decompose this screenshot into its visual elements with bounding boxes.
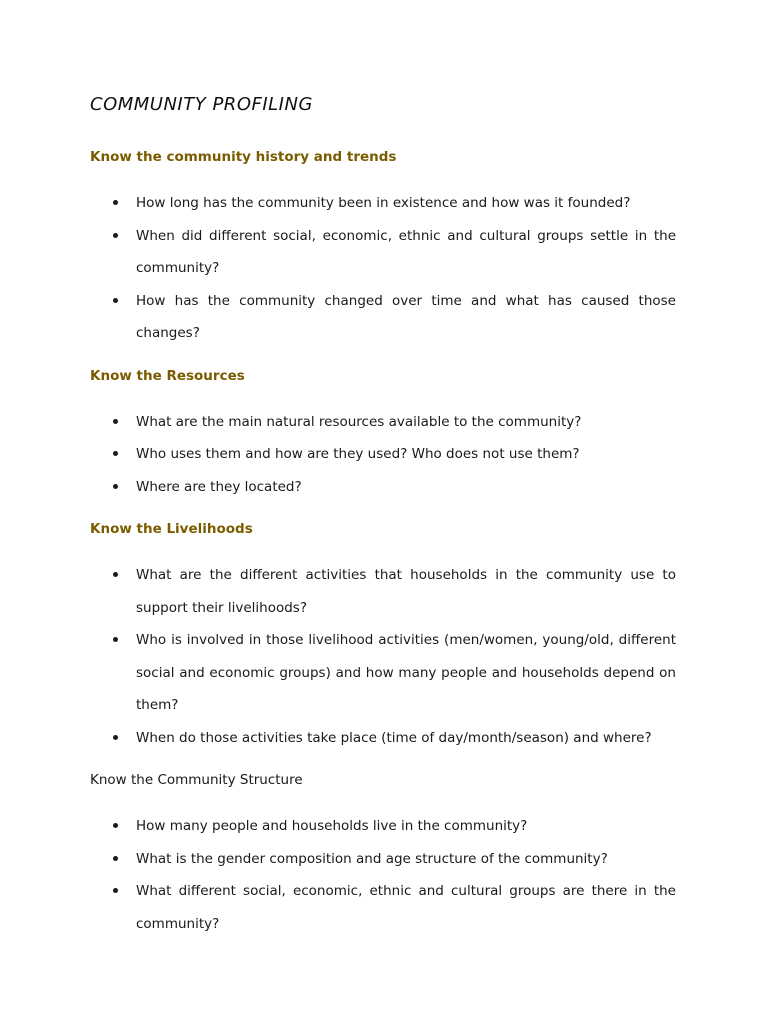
section-heading: Know the Livelihoods — [90, 521, 253, 537]
section-heading: Know the Community Structure — [90, 772, 303, 788]
list-item: Who is involved in those livelihood activities (men/women, young/old, different social and economic groups) and how many people and households depend on them? — [90, 624, 676, 722]
section-heading: Know the community history and trends — [90, 149, 397, 165]
section-community-structure — [90, 772, 676, 940]
bullet-list — [90, 406, 676, 504]
list-item: When did different social, economic, ethnic and cultural groups settle in the community? — [90, 220, 676, 285]
list-item: How many people and households live in the community? — [90, 810, 676, 843]
bullet-list — [90, 187, 676, 350]
list-item: What are the main natural resources available to the community? — [90, 406, 676, 439]
document-page — [90, 94, 676, 958]
section-history — [90, 149, 676, 350]
section-livelihoods — [90, 521, 676, 754]
section-heading: Know the Resources — [90, 367, 245, 384]
list-item: What are the different activities that households in the community use to support their livelihoods? — [90, 559, 676, 624]
list-item: When do those activities take place (time of day/month/season) and where? — [90, 722, 676, 755]
list-item: How has the community changed over time and what has caused those changes? — [90, 285, 676, 350]
document-title: COMMUNITY PROFILING — [90, 94, 313, 115]
list-item: What different social, economic, ethnic and cultural groups are there in the community? — [90, 875, 676, 940]
section-resources — [90, 368, 676, 504]
bullet-list — [90, 810, 676, 940]
list-item: How long has the community been in existence and how was it founded? — [90, 187, 676, 220]
list-item: Who uses them and how are they used? Who does not use them? — [90, 438, 676, 471]
bullet-list — [90, 559, 676, 754]
list-item: Where are they located? — [90, 471, 676, 504]
list-item: What is the gender composition and age structure of the community? — [90, 843, 676, 876]
